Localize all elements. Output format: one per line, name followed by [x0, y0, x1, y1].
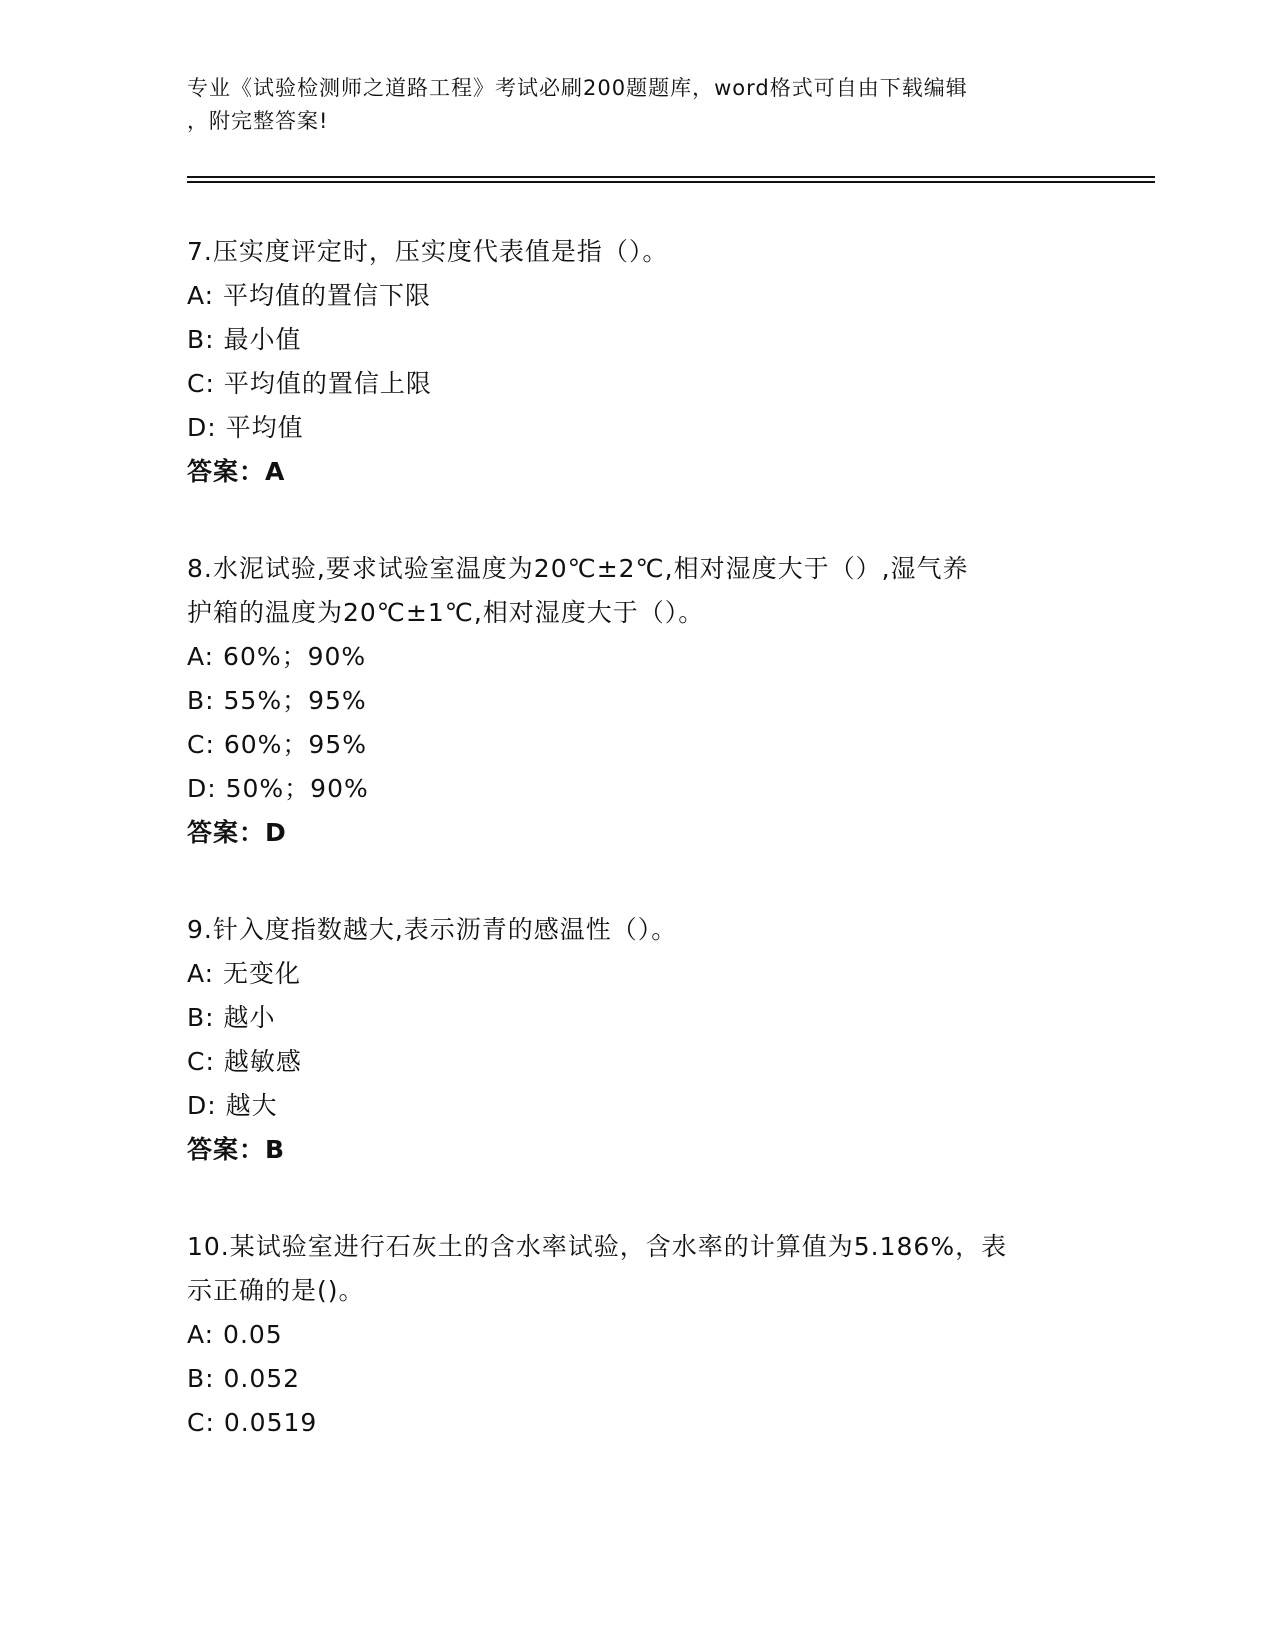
question-stem: 10.某试验室进行石灰土的含水率试验，含水率的计算值为5.186%，表	[187, 1232, 1008, 1261]
header-line-2: ，附完整答案!	[187, 109, 329, 133]
option-c: C: 平均值的置信上限	[187, 369, 432, 398]
option-a: A: 0.05	[187, 1320, 283, 1349]
question-stem: 9.针入度指数越大,表示沥青的感温性（）。	[187, 915, 678, 944]
option-a: A: 平均值的置信下限	[187, 281, 432, 310]
header-divider-top	[187, 176, 1155, 178]
option-c: C: 越敏感	[187, 1047, 302, 1076]
option-b: B: 55%；95%	[187, 686, 367, 715]
option-d: D: 50%；90%	[187, 774, 369, 803]
option-b: B: 0.052	[187, 1364, 301, 1393]
answer-label: 答案：A	[187, 457, 286, 486]
question-stem: 7.压实度评定时，压实度代表值是指（）。	[187, 237, 669, 266]
question-stem: 8.水泥试验,要求试验室温度为20℃±2℃,相对湿度大于（）,湿气养	[187, 554, 969, 583]
question-stem-continued: 示正确的是()。	[187, 1276, 365, 1305]
document-header	[187, 72, 1087, 138]
question-stem-continued: 护箱的温度为20℃±1℃,相对湿度大于（）。	[187, 598, 705, 627]
option-b: B: 最小值	[187, 325, 302, 354]
option-b: B: 越小	[187, 1003, 276, 1032]
answer-label: 答案：B	[187, 1135, 286, 1164]
header-divider-bottom	[187, 181, 1155, 183]
option-a: A: 60%；90%	[187, 642, 367, 671]
header-line-1: 专业《试验检测师之道路工程》考试必刷200题题库，word格式可自由下载编辑	[187, 76, 968, 100]
option-d: D: 越大	[187, 1091, 278, 1120]
option-d: D: 平均值	[187, 413, 304, 442]
option-c: C: 60%；95%	[187, 730, 367, 759]
option-a: A: 无变化	[187, 959, 302, 988]
option-c: C: 0.0519	[187, 1408, 318, 1437]
answer-label: 答案：D	[187, 818, 287, 847]
